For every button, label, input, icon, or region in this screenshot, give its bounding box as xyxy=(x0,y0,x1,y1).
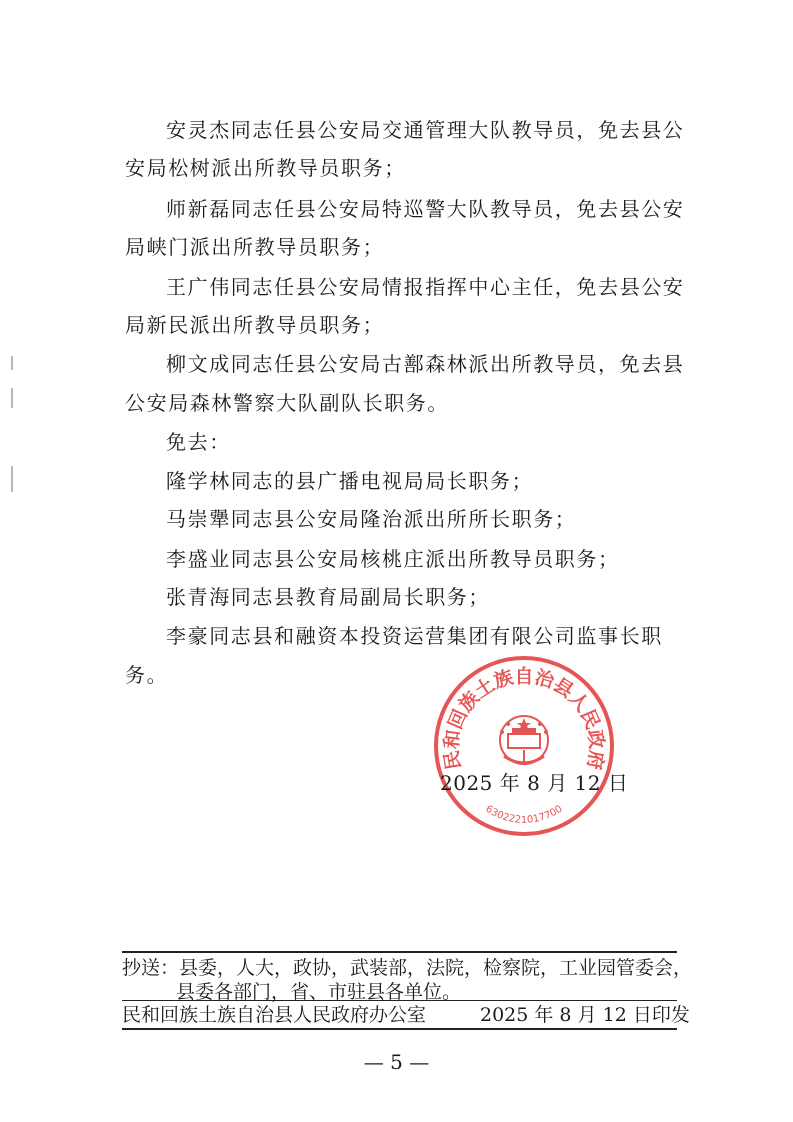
svg-text:6302221017700 xyxy=(483,804,564,826)
scan-margin-mark xyxy=(11,356,13,370)
body-line: 局新民派出所教导员职务； xyxy=(125,313,385,337)
footer-bottom-rule xyxy=(122,1028,677,1030)
seal-code: 6302221017700 xyxy=(483,803,565,826)
footer-top-rule xyxy=(122,951,677,953)
official-seal xyxy=(430,652,618,840)
body-line: 务。 xyxy=(125,663,169,687)
body-line: 隆学林同志的县广播电视局局长职务； xyxy=(166,469,534,493)
footer-mid-rule xyxy=(122,1000,677,1001)
body-line: 师新磊同志任县公安局特巡警大队教导员，免去县公安 xyxy=(166,197,685,221)
page-number: — 5 — xyxy=(363,1050,430,1074)
issuing-office: 民和回族土族自治县人民政府办公室 xyxy=(122,1004,427,1026)
body-line: 局峡门派出所教导员职务； xyxy=(125,235,385,259)
cc-line-2: 县委各部门，省、市驻县各单位。 xyxy=(176,981,462,1003)
body-line: 安局松树派出所教导员职务； xyxy=(125,156,406,180)
body-line: 李盛业同志县公安局核桃庄派出所教导员职务； xyxy=(166,547,620,571)
scan-margin-mark xyxy=(11,388,13,408)
section-heading: 免去： xyxy=(166,430,231,454)
body-line: 李豪同志县和融资本投资运营集团有限公司监事长职 xyxy=(166,624,663,648)
seal-arc-text: 民和回族土族自治县人民政府 xyxy=(440,665,608,772)
cc-line-1: 抄送：县委，人大，政协，武装部，法院，检察院，工业园管委会， xyxy=(122,957,693,979)
body-line: 张青海同志县教育局副局长职务； xyxy=(166,585,490,609)
body-line: 公安局森林警察大队副队长职务。 xyxy=(125,391,449,415)
scan-margin-mark xyxy=(11,466,13,492)
body-line: 柳文成同志任县公安局古鄯森林派出所教导员，免去县 xyxy=(166,352,685,376)
national-emblem-icon xyxy=(500,716,548,764)
body-line: 王广伟同志任县公安局情报指挥中心主任，免去县公安 xyxy=(166,275,685,299)
issue-date: 2025 年 8 月 12 日印发 xyxy=(480,1004,690,1026)
body-line: 安灵杰同志任县公安局交通管理大队教导员，免去县公 xyxy=(166,118,685,142)
signature-date: 2025 年 8 月 12 日 xyxy=(440,771,629,795)
body-line: 马崇犟同志县公安局隆治派出所所长职务； xyxy=(166,507,577,531)
